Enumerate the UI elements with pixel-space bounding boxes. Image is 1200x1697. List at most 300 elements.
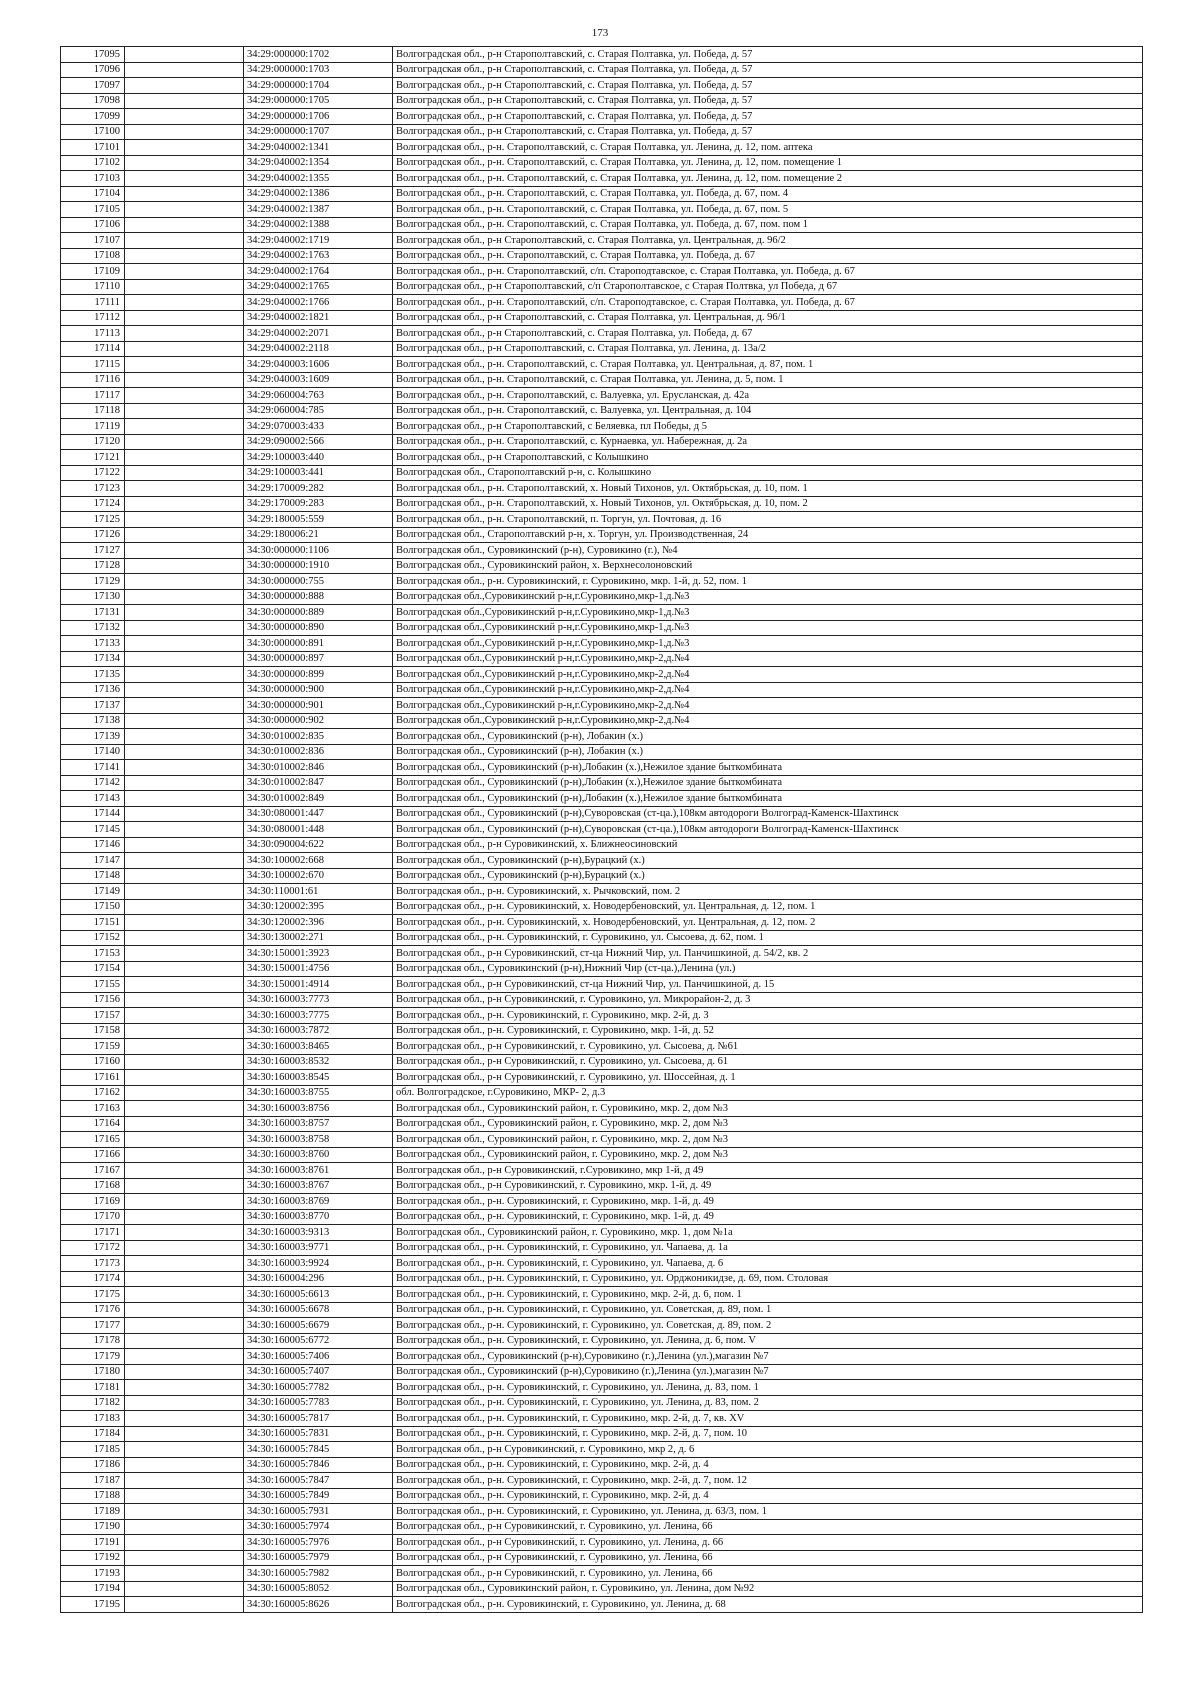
empty-cell <box>125 1039 244 1055</box>
address: Волгоградская обл.,Суровикинский р-н,г.Суровикино,мкр-1,д.№3 <box>393 605 1143 621</box>
address: Волгоградская обл., р-н. Суровикинский, г. Суровикино, мкр. 2-й, д. 4 <box>393 1488 1143 1504</box>
empty-cell <box>125 372 244 388</box>
address: Волгоградская обл., р-н Старополтавский, с. Старая Полтавка, ул. Победа, д. 67 <box>393 326 1143 342</box>
empty-cell <box>125 124 244 140</box>
empty-cell <box>125 326 244 342</box>
cadastral-number: 34:30:000000:1106 <box>244 543 393 559</box>
table-row <box>61 977 1143 993</box>
table-row <box>61 884 1143 900</box>
empty-cell <box>125 1488 244 1504</box>
cadastral-number: 34:30:160003:8755 <box>244 1085 393 1101</box>
cadastral-number: 34:29:170009:283 <box>244 496 393 512</box>
empty-cell <box>125 496 244 512</box>
empty-cell <box>125 605 244 621</box>
cadastral-number: 34:29:060004:785 <box>244 403 393 419</box>
empty-cell <box>125 1023 244 1039</box>
address: Волгоградская обл., р-н. Суровикинский, г. Суровикино, ул. Орджоникидзе, д. 69, пом. Столовая <box>393 1271 1143 1287</box>
empty-cell <box>125 1054 244 1070</box>
cadastral-number: 34:30:000000:897 <box>244 651 393 667</box>
table-row <box>61 667 1143 683</box>
address: Волгоградская обл., р-н. Старополтавский, с. Старая Полтавка, ул. Центральная, д. 87, пом. 1 <box>393 357 1143 373</box>
cadastral-number: 34:29:170009:282 <box>244 481 393 497</box>
row-number: 17125 <box>61 512 125 528</box>
address: Волгоградская обл., Суровикинский район, г. Суровикино, мкр. 2, дом №3 <box>393 1132 1143 1148</box>
table-row <box>61 124 1143 140</box>
cadastral-number: 34:30:160005:6772 <box>244 1333 393 1349</box>
table-row <box>61 1287 1143 1303</box>
row-number: 17168 <box>61 1178 125 1194</box>
empty-cell <box>125 1256 244 1272</box>
address: Волгоградская обл., р-н Старополтавский, с. Старая Полтавка, ул. Центральная, д. 96/2 <box>393 233 1143 249</box>
address: Волгоградская обл., р-н. Старополтавский, с. Старая Полтавка, ул. Ленина, д. 12, пом. аптека <box>393 140 1143 156</box>
address: Волгоградская обл., Суровикинский (р-н),Лобакин (х.),Нежилое здание быткомбината <box>393 775 1143 791</box>
row-number: 17191 <box>61 1535 125 1551</box>
empty-cell <box>125 992 244 1008</box>
row-number: 17114 <box>61 341 125 357</box>
table-row <box>61 651 1143 667</box>
row-number: 17152 <box>61 930 125 946</box>
cadastral-number: 34:29:040002:1719 <box>244 233 393 249</box>
address: Волгоградская обл., Суровикинский район, г. Суровикино, мкр. 1, дом №1а <box>393 1225 1143 1241</box>
cadastral-number: 34:30:160003:9771 <box>244 1240 393 1256</box>
address: Волгоградская обл., р-н. Суровикинский, х. Новодербеновский, ул. Центральная, д. 12, пом. 2 <box>393 915 1143 931</box>
address: Волгоградская обл., р-н. Старополтавский, с/п. Староподтавское, с. Старая Полтавка, ул. Победа, д. 67 <box>393 295 1143 311</box>
cadastral-number: 34:30:000000:891 <box>244 636 393 652</box>
table-row <box>61 1008 1143 1024</box>
cadastral-number: 34:30:160005:7783 <box>244 1395 393 1411</box>
cadastral-number: 34:30:160003:8769 <box>244 1194 393 1210</box>
cadastral-number: 34:30:160003:9313 <box>244 1225 393 1241</box>
row-number: 17137 <box>61 698 125 714</box>
row-number: 17172 <box>61 1240 125 1256</box>
address: Волгоградская обл., р-н. Суровикинский, г. Суровикино, мкр. 2-й, д. 4 <box>393 1457 1143 1473</box>
address: Волгоградская обл., р-н Старополтавский, с. Старая Полтавка, ул. Победа, д. 57 <box>393 93 1143 109</box>
empty-cell <box>125 899 244 915</box>
cadastral-number: 34:29:040002:1355 <box>244 171 393 187</box>
table-row <box>61 248 1143 264</box>
address: Волгоградская обл., р-н Старополтавский, с. Старая Полтавка, ул. Ленина, д. 13а/2 <box>393 341 1143 357</box>
address: Волгоградская обл.,Суровикинский р-н,г.Суровикино,мкр-1,д.№3 <box>393 636 1143 652</box>
cadastral-number: 34:30:160005:7782 <box>244 1380 393 1396</box>
table-row <box>61 760 1143 776</box>
row-number: 17166 <box>61 1147 125 1163</box>
row-number: 17111 <box>61 295 125 311</box>
cadastral-number: 34:30:150001:4914 <box>244 977 393 993</box>
table-row <box>61 1225 1143 1241</box>
empty-cell <box>125 698 244 714</box>
cadastral-number: 34:30:160005:7979 <box>244 1550 393 1566</box>
empty-cell <box>125 1302 244 1318</box>
empty-cell <box>125 729 244 745</box>
address: Волгоградская обл., р-н. Старополтавский, п. Торгун, ул. Почтовая, д. 16 <box>393 512 1143 528</box>
row-number: 17144 <box>61 806 125 822</box>
address: Волгоградская обл., Старополтавский р-н, х. Торгун, ул. Производственная, 24 <box>393 527 1143 543</box>
cadastral-number: 34:30:160005:6679 <box>244 1318 393 1334</box>
cadastral-number: 34:29:040003:1609 <box>244 372 393 388</box>
table-row <box>61 1085 1143 1101</box>
address: Волгоградская обл., р-н. Суровикинский, г. Суровикино, ул. Чапаева, д. 1а <box>393 1240 1143 1256</box>
empty-cell <box>125 1457 244 1473</box>
address: Волгоградская обл., р-н. Старополтавский, с. Старая Полтавка, ул. Победа, д. 67 <box>393 248 1143 264</box>
row-number: 17142 <box>61 775 125 791</box>
address: Волгоградская обл., Суровикинский район, г. Суровикино, ул. Ленина, дом №92 <box>393 1581 1143 1597</box>
address: Волгоградская обл., р-н. Суровикинский, г. Суровикино, мкр. 1-й, д. 52 <box>393 1023 1143 1039</box>
cadastral-number: 34:30:120002:396 <box>244 915 393 931</box>
row-number: 17126 <box>61 527 125 543</box>
empty-cell <box>125 1085 244 1101</box>
empty-cell <box>125 155 244 171</box>
empty-cell <box>125 1163 244 1179</box>
cadastral-number: 34:30:000000:900 <box>244 682 393 698</box>
cadastral-number: 34:29:040002:1766 <box>244 295 393 311</box>
cadastral-number: 34:29:040002:1821 <box>244 310 393 326</box>
table-row <box>61 1364 1143 1380</box>
table-row <box>61 729 1143 745</box>
row-number: 17156 <box>61 992 125 1008</box>
empty-cell <box>125 1318 244 1334</box>
table-row <box>61 202 1143 218</box>
empty-cell <box>125 930 244 946</box>
empty-cell <box>125 1395 244 1411</box>
row-number: 17133 <box>61 636 125 652</box>
cadastral-number: 34:30:160003:8757 <box>244 1116 393 1132</box>
address: Волгоградская обл., Суровикинский (р-н),Суровикино (г.),Ленина (ул.),магазин №7 <box>393 1349 1143 1365</box>
row-number: 17140 <box>61 744 125 760</box>
address: Волгоградская обл., р-н. Суровикинский, г. Суровикино, ул. Ленина, д. 63/3, пом. 1 <box>393 1504 1143 1520</box>
cadastral-number: 34:29:100003:440 <box>244 450 393 466</box>
page-number: 173 <box>591 27 609 39</box>
table-row <box>61 1519 1143 1535</box>
row-number: 17181 <box>61 1380 125 1396</box>
cadastral-number: 34:30:160003:8761 <box>244 1163 393 1179</box>
cadastral-number: 34:29:000000:1703 <box>244 62 393 78</box>
row-number: 17187 <box>61 1473 125 1489</box>
empty-cell <box>125 868 244 884</box>
row-number: 17192 <box>61 1550 125 1566</box>
address: Волгоградская обл., р-н Суровикинский, г. Суровикино, мкр. 1-й, д. 49 <box>393 1178 1143 1194</box>
empty-cell <box>125 946 244 962</box>
table-row <box>61 1488 1143 1504</box>
address: Волгоградская обл., р-н Суровикинский, г.Суровикино, мкр 1-й, д 49 <box>393 1163 1143 1179</box>
table-row <box>61 1333 1143 1349</box>
empty-cell <box>125 1209 244 1225</box>
cadastral-number: 34:30:160005:7931 <box>244 1504 393 1520</box>
table-row <box>61 775 1143 791</box>
empty-cell <box>125 1194 244 1210</box>
empty-cell <box>125 589 244 605</box>
address: Волгоградская обл.,Суровикинский р-н,г.Суровикино,мкр-2,д.№4 <box>393 698 1143 714</box>
table-row <box>61 558 1143 574</box>
empty-cell <box>125 1287 244 1303</box>
table-row <box>61 295 1143 311</box>
empty-cell <box>125 775 244 791</box>
empty-cell <box>125 217 244 233</box>
cadastral-number: 34:30:160003:7872 <box>244 1023 393 1039</box>
cadastral-number: 34:29:040002:1386 <box>244 186 393 202</box>
address: Волгоградская обл., р-н. Старополтавский, с. Старая Полтавка, ул. Ленина, д. 12, пом. помещение 1 <box>393 155 1143 171</box>
row-number: 17177 <box>61 1318 125 1334</box>
row-number: 17171 <box>61 1225 125 1241</box>
empty-cell <box>125 884 244 900</box>
row-number: 17132 <box>61 620 125 636</box>
address: Волгоградская обл., р-н. Старополтавский, с. Старая Полтавка, ул. Победа, д. 67, пом. 5 <box>393 202 1143 218</box>
row-number: 17135 <box>61 667 125 683</box>
row-number: 17161 <box>61 1070 125 1086</box>
table-row <box>61 1256 1143 1272</box>
address: Волгоградская обл., р-н Старополтавский, с. Старая Полтавка, ул. Центральная, д. 96/1 <box>393 310 1143 326</box>
cadastral-number: 34:30:000000:755 <box>244 574 393 590</box>
cadastral-number: 34:30:160004:296 <box>244 1271 393 1287</box>
table-row <box>61 1039 1143 1055</box>
row-number: 17129 <box>61 574 125 590</box>
row-number: 17164 <box>61 1116 125 1132</box>
empty-cell <box>125 1597 244 1613</box>
table-row <box>61 1473 1143 1489</box>
address: Волгоградская обл., р-н. Старополтавский, с. Старая Полтавка, ул. Ленина, д. 12, пом. помещение 2 <box>393 171 1143 187</box>
empty-cell <box>125 1380 244 1396</box>
address: Волгоградская обл., р-н Суровикинский, г. Суровикино, ул. Сысоева, д. 61 <box>393 1054 1143 1070</box>
address: Волгоградская обл., р-н Старополтавский, с. Старая Полтавка, ул. Победа, д. 57 <box>393 78 1143 94</box>
empty-cell <box>125 310 244 326</box>
table-row <box>61 450 1143 466</box>
row-number: 17141 <box>61 760 125 776</box>
row-number: 17096 <box>61 62 125 78</box>
address: Волгоградская обл., р-н. Суровикинский, г. Суровикино, ул. Советская, д. 89, пом. 2 <box>393 1318 1143 1334</box>
cadastral-number: 34:30:080001:447 <box>244 806 393 822</box>
row-number: 17194 <box>61 1581 125 1597</box>
table-row <box>61 698 1143 714</box>
cadastral-number: 34:30:160005:7845 <box>244 1442 393 1458</box>
row-number: 17097 <box>61 78 125 94</box>
empty-cell <box>125 233 244 249</box>
address: Волгоградская обл., р-н Старополтавский, с. Старая Полтавка, ул. Победа, д. 57 <box>393 124 1143 140</box>
address: Волгоградская обл., р-н. Старополтавский, с/п. Староподтавское, с. Старая Полтавка, ул. Победа, д. 67 <box>393 264 1143 280</box>
cadastral-number: 34:30:160005:7831 <box>244 1426 393 1442</box>
table-row <box>61 744 1143 760</box>
table-row <box>61 1581 1143 1597</box>
row-number: 17183 <box>61 1411 125 1427</box>
row-number: 17134 <box>61 651 125 667</box>
cadastral-number: 34:30:160005:7982 <box>244 1566 393 1582</box>
address: Волгоградская обл., р-н Суровикинский, г. Суровикино, ул. Шоссейная, д. 1 <box>393 1070 1143 1086</box>
table-row <box>61 109 1143 125</box>
row-number: 17119 <box>61 419 125 435</box>
empty-cell <box>125 186 244 202</box>
empty-cell <box>125 1411 244 1427</box>
address: Волгоградская обл., Суровикинский (р-н), Лобакин (х.) <box>393 729 1143 745</box>
cadastral-number: 34:30:010002:846 <box>244 760 393 776</box>
row-number: 17121 <box>61 450 125 466</box>
table-row <box>61 1271 1143 1287</box>
empty-cell <box>125 1566 244 1582</box>
empty-cell <box>125 264 244 280</box>
cadastral-number: 34:30:000000:901 <box>244 698 393 714</box>
cadastral-number: 34:30:000000:888 <box>244 589 393 605</box>
row-number: 17138 <box>61 713 125 729</box>
empty-cell <box>125 837 244 853</box>
cadastral-number: 34:30:000000:889 <box>244 605 393 621</box>
table-row <box>61 465 1143 481</box>
address: Волгоградская обл., р-н Суровикинский, г. Суровикино, мкр 2, д. 6 <box>393 1442 1143 1458</box>
row-number: 17131 <box>61 605 125 621</box>
table-row <box>61 1209 1143 1225</box>
address: Волгоградская обл., р-н. Суровикинский, г. Суровикино, мкр. 1-й, д. 49 <box>393 1194 1143 1210</box>
empty-cell <box>125 465 244 481</box>
table-row <box>61 1395 1143 1411</box>
row-number: 17175 <box>61 1287 125 1303</box>
empty-cell <box>125 78 244 94</box>
table-row <box>61 264 1143 280</box>
address: Волгоградская обл., р-н. Суровикинский, г. Суровикино, ул. Ленина, д. 68 <box>393 1597 1143 1613</box>
row-number: 17193 <box>61 1566 125 1582</box>
address: Волгоградская обл.,Суровикинский р-н,г.Суровикино,мкр-1,д.№3 <box>393 589 1143 605</box>
empty-cell <box>125 977 244 993</box>
row-number: 17139 <box>61 729 125 745</box>
cadastral-number: 34:30:160005:7974 <box>244 1519 393 1535</box>
cadastral-number: 34:30:160003:8756 <box>244 1101 393 1117</box>
row-number: 17174 <box>61 1271 125 1287</box>
table-row <box>61 1101 1143 1117</box>
cadastral-number: 34:30:160003:9924 <box>244 1256 393 1272</box>
address: Волгоградская обл., р-н Суровикинский, г. Суровикино, ул. Микрорайон-2, д. 3 <box>393 992 1143 1008</box>
address: Волгоградская обл., р-н. Суровикинский, г. Суровикино, ул. Советская, д. 89, пом. 1 <box>393 1302 1143 1318</box>
empty-cell <box>125 1473 244 1489</box>
empty-cell <box>125 1225 244 1241</box>
address: Волгоградская обл., р-н Старополтавский, с. Старая Полтавка, ул. Победа, д. 57 <box>393 62 1143 78</box>
table-row <box>61 496 1143 512</box>
row-number: 17115 <box>61 357 125 373</box>
table-row <box>61 1194 1143 1210</box>
cadastral-number: 34:30:010002:836 <box>244 744 393 760</box>
table-row <box>61 589 1143 605</box>
address: Волгоградская обл., р-н. Старополтавский, с. Валуевка, ул. Ерусланская, д. 42а <box>393 388 1143 404</box>
row-number: 17143 <box>61 791 125 807</box>
table-row <box>61 574 1143 590</box>
address: Волгоградская обл.,Суровикинский р-н,г.Суровикино,мкр-2,д.№4 <box>393 713 1143 729</box>
row-number: 17155 <box>61 977 125 993</box>
cadastral-number: 34:29:000000:1705 <box>244 93 393 109</box>
address: Волгоградская обл., р-н. Старополтавский, с. Валуевка, ул. Центральная, д. 104 <box>393 403 1143 419</box>
cadastral-number: 34:30:120002:395 <box>244 899 393 915</box>
table-row <box>61 543 1143 559</box>
empty-cell <box>125 1504 244 1520</box>
table-row <box>61 961 1143 977</box>
cadastral-number: 34:30:160005:6678 <box>244 1302 393 1318</box>
empty-cell <box>125 806 244 822</box>
table-row <box>61 1318 1143 1334</box>
empty-cell <box>125 853 244 869</box>
address: Волгоградская обл., р-н. Суровикинский, г. Суровикино, мкр. 2-й, д. 6, пом. 1 <box>393 1287 1143 1303</box>
row-number: 17130 <box>61 589 125 605</box>
cadastral-number: 34:29:000000:1707 <box>244 124 393 140</box>
empty-cell <box>125 47 244 63</box>
row-number: 17180 <box>61 1364 125 1380</box>
table-row <box>61 930 1143 946</box>
row-number: 17108 <box>61 248 125 264</box>
empty-cell <box>125 1364 244 1380</box>
empty-cell <box>125 1426 244 1442</box>
cadastral-number: 34:29:100003:441 <box>244 465 393 481</box>
cadastral-number: 34:30:150001:3923 <box>244 946 393 962</box>
empty-cell <box>125 1147 244 1163</box>
row-number: 17098 <box>61 93 125 109</box>
address: Волгоградская обл., Суровикинский (р-н),Суворовская (ст-ца.),108км автодороги Волгоград-Каменск-Шахтинск <box>393 806 1143 822</box>
table-row <box>61 791 1143 807</box>
table-row <box>61 279 1143 295</box>
table-row <box>61 357 1143 373</box>
empty-cell <box>125 248 244 264</box>
cadastral-number: 34:29:090002:566 <box>244 434 393 450</box>
empty-cell <box>125 93 244 109</box>
table-row <box>61 1178 1143 1194</box>
address: Волгоградская обл., р-н Суровикинский, г. Суровикино, ул. Сысоева, д. №61 <box>393 1039 1143 1055</box>
row-number: 17179 <box>61 1349 125 1365</box>
empty-cell <box>125 543 244 559</box>
row-number: 17186 <box>61 1457 125 1473</box>
table-row <box>61 915 1143 931</box>
row-number: 17136 <box>61 682 125 698</box>
row-number: 17178 <box>61 1333 125 1349</box>
table-row <box>61 1163 1143 1179</box>
table-row <box>61 372 1143 388</box>
row-number: 17157 <box>61 1008 125 1024</box>
address: Волгоградская обл., р-н. Суровикинский, г. Суровикино, мкр. 1-й, д. 52, пом. 1 <box>393 574 1143 590</box>
empty-cell <box>125 450 244 466</box>
address: Волгоградская обл., Старополтавский р-н, с. Колышкино <box>393 465 1143 481</box>
cadastral-number: 34:30:100002:670 <box>244 868 393 884</box>
table-row <box>61 403 1143 419</box>
empty-cell <box>125 1178 244 1194</box>
cadastral-number: 34:29:000000:1702 <box>244 47 393 63</box>
address: Волгоградская обл., Суровикинский (р-н), Суровикино (г.), №4 <box>393 543 1143 559</box>
address: Волгоградская обл., Суровикинский (р-н),Суровикино (г.),Ленина (ул.),магазин №7 <box>393 1364 1143 1380</box>
cadastral-number: 34:29:040003:1606 <box>244 357 393 373</box>
cadastral-number: 34:29:000000:1704 <box>244 78 393 94</box>
cadastral-number: 34:29:040002:1387 <box>244 202 393 218</box>
address: Волгоградская обл., р-н. Старополтавский, с. Старая Полтавка, ул. Ленина, д. 5, пом. 1 <box>393 372 1143 388</box>
table-row <box>61 946 1143 962</box>
row-number: 17104 <box>61 186 125 202</box>
table-row <box>61 1132 1143 1148</box>
empty-cell <box>125 1442 244 1458</box>
table-row <box>61 605 1143 621</box>
cadastral-number: 34:29:070003:433 <box>244 419 393 435</box>
cadastral-number: 34:30:160003:8532 <box>244 1054 393 1070</box>
table-row <box>61 78 1143 94</box>
address: Волгоградская обл., Суровикинский район, г. Суровикино, мкр. 2, дом №3 <box>393 1116 1143 1132</box>
row-number: 17107 <box>61 233 125 249</box>
table-row <box>61 233 1143 249</box>
address: Волгоградская обл., р-н. Старополтавский, х. Новый Тихонов, ул. Октябрьская, д. 10, пом. 2 <box>393 496 1143 512</box>
empty-cell <box>125 1535 244 1551</box>
row-number: 17117 <box>61 388 125 404</box>
address: Волгоградская обл., Суровикинский район, г. Суровикино, мкр. 2, дом №3 <box>393 1101 1143 1117</box>
table-row <box>61 140 1143 156</box>
address: Волгоградская обл., р-н. Старополтавский, х. Новый Тихонов, ул. Октябрьская, д. 10, пом. 1 <box>393 481 1143 497</box>
table-row <box>61 682 1143 698</box>
address: Волгоградская обл., р-н Суровикинский, г. Суровикино, ул. Ленина, 66 <box>393 1566 1143 1582</box>
empty-cell <box>125 744 244 760</box>
empty-cell <box>125 651 244 667</box>
address: Волгоградская обл., р-н. Суровикинский, г. Суровикино, ул. Ленина, д. 83, пом. 2 <box>393 1395 1143 1411</box>
row-number: 17189 <box>61 1504 125 1520</box>
empty-cell <box>125 667 244 683</box>
cadastral-number: 34:30:160005:6613 <box>244 1287 393 1303</box>
address: Волгоградская обл., р-н. Суровикинский, г. Суровикино, ул. Чапаева, д. 6 <box>393 1256 1143 1272</box>
cadastral-number: 34:29:180006:21 <box>244 527 393 543</box>
cadastral-number: 34:29:040002:2118 <box>244 341 393 357</box>
row-number: 17112 <box>61 310 125 326</box>
